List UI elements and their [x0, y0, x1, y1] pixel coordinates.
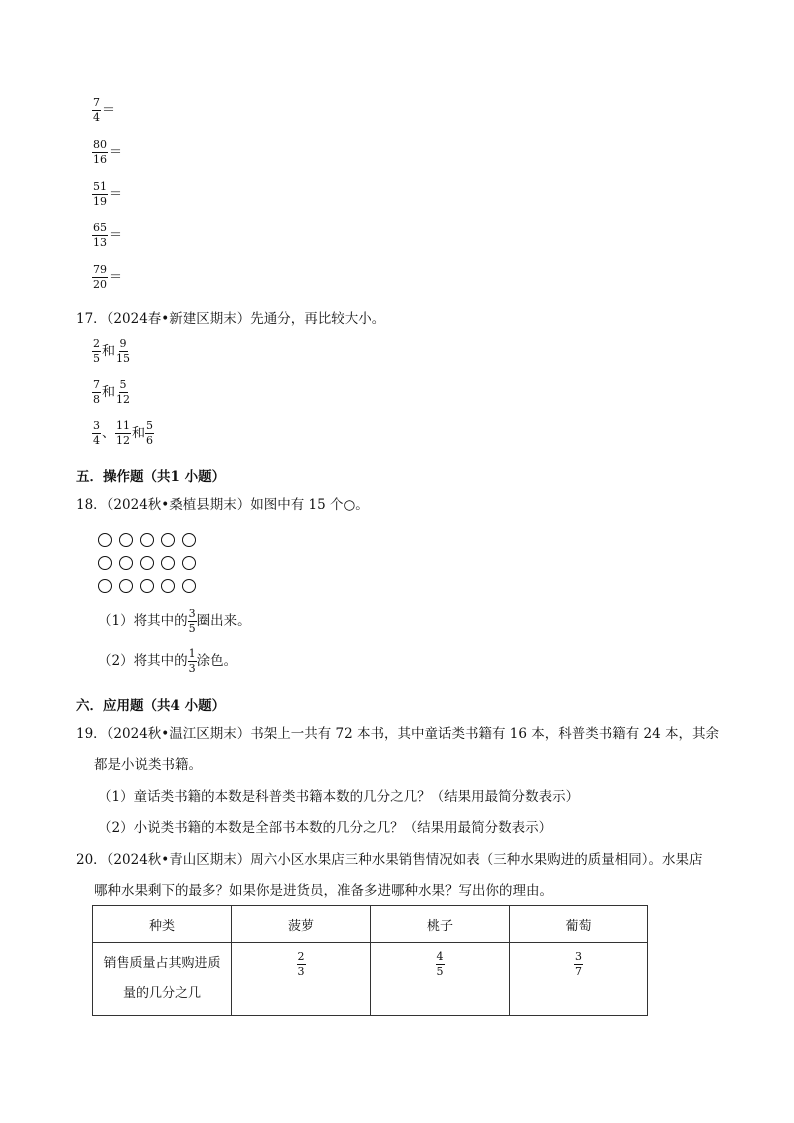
row-label-line: 量的几分之几 — [122, 986, 201, 1001]
circle-icon — [161, 579, 175, 593]
circle-icon — [98, 533, 112, 547]
section-heading-5: 五．操作题（共1 小题） — [76, 469, 226, 485]
q17-row-2 — [92, 379, 131, 406]
fraction — [145, 420, 154, 447]
table-cell — [371, 943, 510, 1016]
table-header-cell: 菠萝 — [232, 906, 371, 943]
q19-sub-2: （2）小说类书籍的本数是全部书本数的几分之几？（结果用最简分数表示） — [98, 820, 553, 836]
circle-icon — [119, 556, 133, 570]
fraction — [92, 264, 108, 291]
circle-icon — [98, 579, 112, 593]
table-cell — [510, 943, 648, 1016]
numerator: 79 — [93, 263, 107, 276]
equals-sign: ＝ — [109, 269, 123, 285]
numerator: 3 — [188, 607, 196, 620]
fraction — [92, 97, 101, 124]
equals-sign: ＝ — [109, 227, 123, 243]
denominator: 20 — [93, 278, 107, 291]
joiner-text: 和 — [132, 425, 146, 441]
fraction — [92, 222, 108, 249]
fraction — [115, 420, 131, 447]
numerator: 5 — [119, 378, 127, 391]
q17-title: 17．（2024春•新建区期末）先通分，再比较大小。 — [76, 311, 386, 327]
circle-icon — [182, 556, 196, 570]
denominator: 12 — [116, 434, 131, 447]
fraction-item-3 — [92, 181, 122, 208]
section-heading-6: 六．应用题（共4 小题） — [76, 698, 226, 714]
fraction-item-5 — [92, 264, 122, 291]
numerator: 51 — [93, 180, 107, 193]
q18-title: 18．（2024秋•桑植县期末）如图中有 15 个○。 — [76, 497, 369, 513]
fraction — [92, 338, 101, 365]
separator-text: 、 — [102, 425, 116, 441]
denominator: 5 — [93, 352, 100, 365]
denominator: 8 — [93, 393, 100, 406]
denominator: 4 — [93, 111, 100, 124]
fraction — [436, 951, 445, 978]
table-row-label — [93, 943, 232, 1016]
table-header-cell: 种类 — [93, 906, 232, 943]
circle-icon — [161, 533, 175, 547]
q18-sub-1 — [98, 608, 251, 635]
q18-sub-2 — [98, 648, 237, 675]
fraction — [115, 379, 131, 406]
denominator: 19 — [93, 195, 107, 208]
sub-text: （2）将其中的 — [98, 653, 188, 669]
fraction — [188, 648, 197, 675]
denominator: 7 — [575, 965, 582, 978]
fraction — [574, 951, 583, 978]
circle-icon — [182, 579, 196, 593]
numerator: 2 — [93, 337, 100, 350]
numerator: 5 — [146, 419, 154, 432]
circle-row — [98, 555, 203, 571]
denominator: 16 — [93, 153, 107, 166]
circle-icon — [119, 579, 133, 593]
fraction — [115, 338, 131, 365]
denominator: 15 — [116, 352, 131, 365]
q20-line-1: 20．（2024秋•青山区期末）周六小区水果店三种水果销售情况如表（三种水果购进的质量相同）。水果店 — [76, 852, 703, 868]
numerator: 65 — [93, 221, 107, 234]
q19-sub-1: （1）童话类书籍的本数是科普类书籍本数的几分之几？（结果用最简分数表示） — [98, 789, 580, 805]
numerator: 7 — [93, 96, 100, 109]
numerator: 9 — [119, 337, 127, 350]
circle-icon — [140, 533, 154, 547]
q20-line-2: 哪种水果剩下的最多？如果你是进货员，准备多进哪种水果？写出你的理由。 — [94, 883, 553, 899]
fraction-item-4 — [92, 222, 122, 249]
numerator: 3 — [575, 950, 582, 963]
circle-row — [98, 532, 203, 548]
fraction — [92, 379, 101, 406]
q17-row-3 — [92, 420, 154, 447]
numerator: 7 — [93, 378, 100, 391]
fraction — [188, 608, 197, 635]
fraction — [297, 951, 306, 978]
equals-sign: ＝ — [102, 102, 116, 118]
sub-text: 圈出来。 — [196, 613, 251, 629]
denominator: 5 — [188, 622, 196, 635]
table-header-cell: 葡萄 — [510, 906, 648, 943]
circle-icon — [98, 556, 112, 570]
circle-icon — [119, 533, 133, 547]
denominator: 13 — [93, 236, 107, 249]
joiner-text: 和 — [102, 384, 116, 400]
joiner-text: 和 — [102, 343, 116, 359]
fraction — [92, 420, 101, 447]
fraction — [92, 181, 108, 208]
numerator: 80 — [93, 138, 107, 151]
denominator: 4 — [93, 434, 100, 447]
q19-line-2: 都是小说类书籍。 — [94, 757, 202, 773]
circle-icon — [182, 533, 196, 547]
numerator: 2 — [297, 950, 305, 963]
numerator: 3 — [93, 419, 100, 432]
circle-icon — [161, 556, 175, 570]
q19-line-1: 19．（2024秋•温江区期末）书架上一共有 72 本书，其中童话类书籍有 16 本，科普类书籍有 24 本，其余 — [76, 726, 720, 742]
equals-sign: ＝ — [109, 186, 123, 202]
sub-text: 涂色。 — [196, 653, 238, 669]
table-header-row — [93, 906, 648, 943]
denominator: 6 — [146, 434, 154, 447]
denominator: 3 — [188, 662, 196, 675]
row-label-line: 销售质量占其购进质 — [103, 956, 221, 971]
denominator: 3 — [297, 965, 305, 978]
equals-sign: ＝ — [109, 144, 123, 160]
sub-text: （1）将其中的 — [98, 613, 188, 629]
fruit-sales-table — [92, 905, 648, 1016]
numerator: 1 — [188, 647, 196, 660]
circle-row — [98, 578, 203, 594]
circle-icon — [140, 556, 154, 570]
fraction-item-2 — [92, 139, 122, 166]
table-header-cell: 桃子 — [371, 906, 510, 943]
numerator: 11 — [116, 419, 131, 432]
circle-grid — [98, 532, 203, 594]
table-row — [93, 943, 648, 1016]
numerator: 4 — [436, 950, 444, 963]
denominator: 12 — [116, 393, 131, 406]
q17-row-1 — [92, 338, 131, 365]
circle-icon — [140, 579, 154, 593]
denominator: 5 — [436, 965, 444, 978]
fraction-item-1 — [92, 97, 115, 124]
fraction — [92, 139, 108, 166]
table-cell — [232, 943, 371, 1016]
